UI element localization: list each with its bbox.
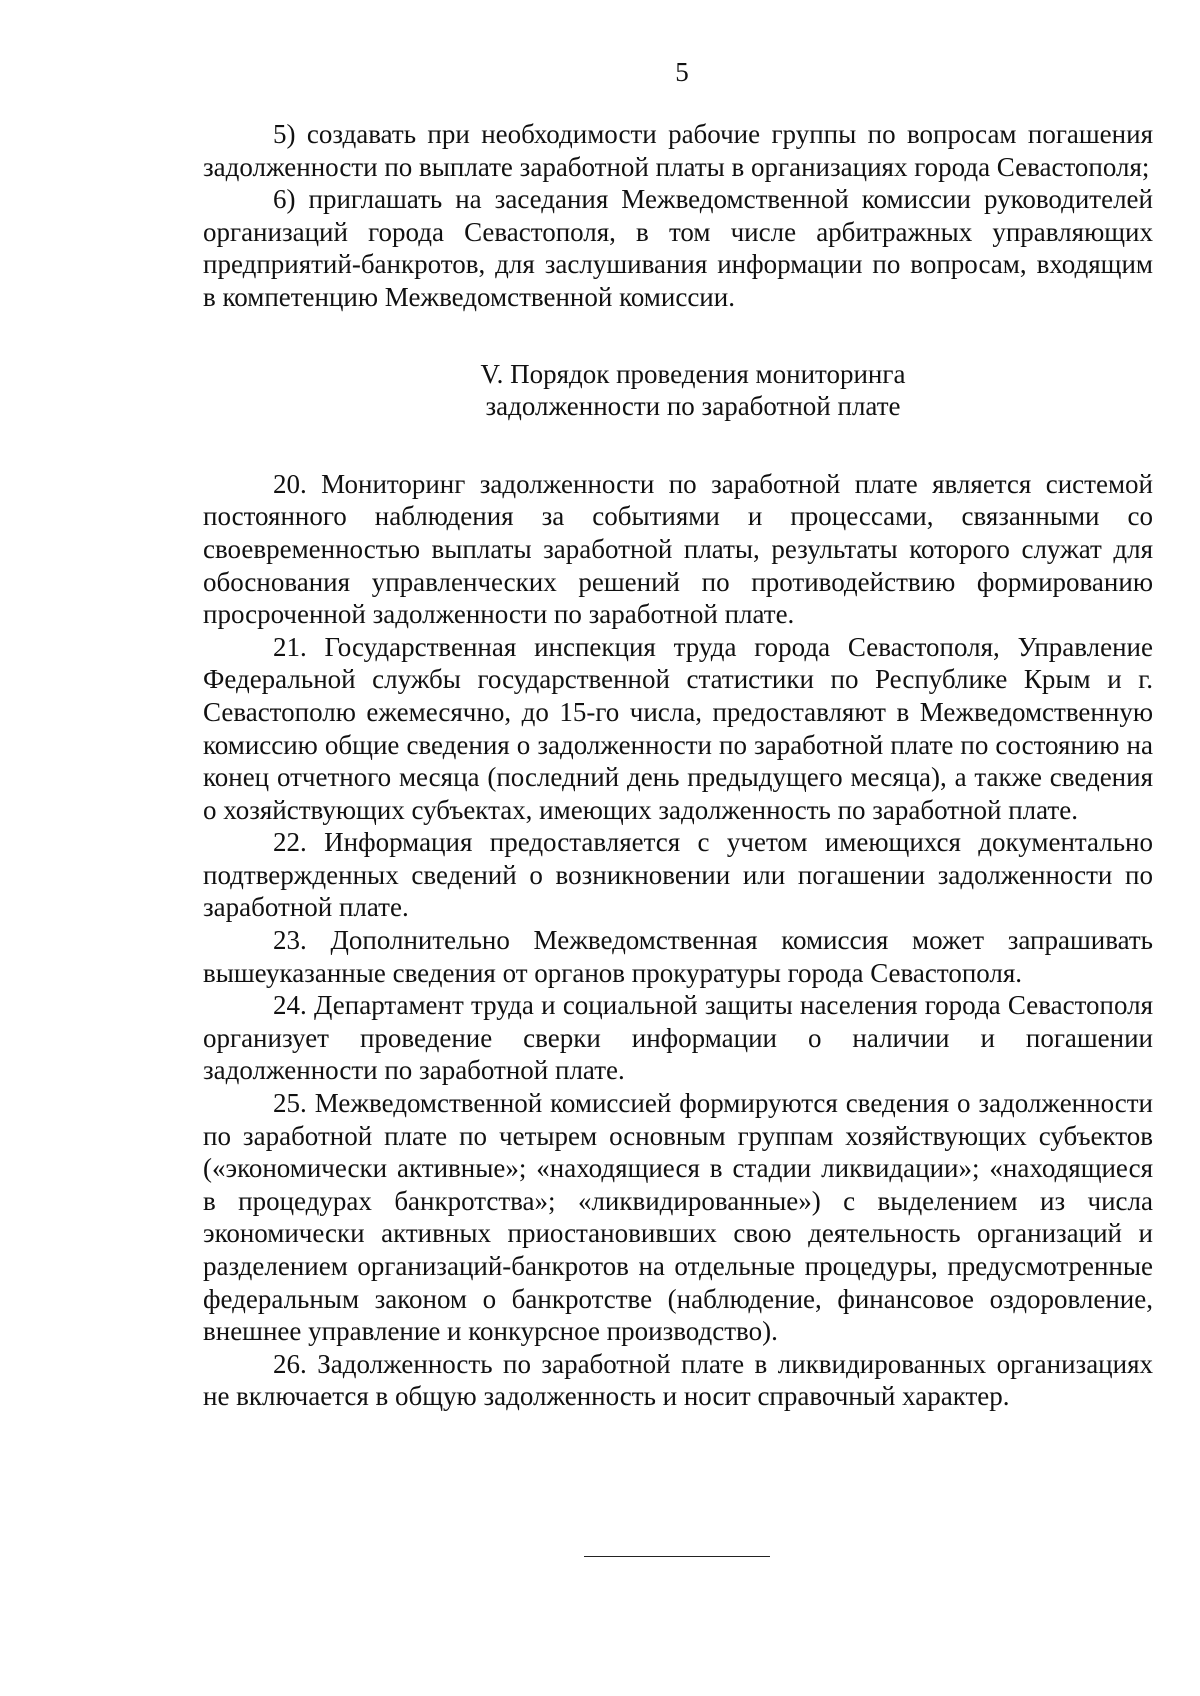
paragraph-item-5: 5) создавать при необходимости рабочие группы по вопросам погашения задолженности по выплате заработной платы в организациях города Севастополя; [203, 119, 1153, 182]
paragraph-21: 21. Государственная инспекция труда города Севастополя, Управление Федеральной службы государственной статистики по Республике Крым и г. Севастополю ежемесячно, до 15-го числа, предоставляют в Межведомственную комиссию общие сведения о задолженности по заработной плате по состоянию на конец отчетного месяца (последний день предыдущего месяца), а также сведения о хозяйствующих субъектах, имеющих задолженность по заработной плате. [203, 631, 1153, 825]
paragraph-23: 23. Дополнительно Межведомственная комиссия может запрашивать вышеуказанные сведения от органов прокуратуры города Севастополя. [203, 925, 1153, 988]
paragraph-24: 24. Департамент труда и социальной защиты населения города Севастополя организует проведение сверки информации о наличии и погашении задолженности по заработной плате. [203, 990, 1153, 1086]
paragraph-item-6: 6) приглашать на заседания Межведомственной комиссии руководителей организаций города Севастополя, в том числе арбитражных управляющих предприятий-банкротов, для заслушивания информации по вопросам, входящим в компетенцию Межведомственной комиссии. [203, 184, 1153, 312]
end-of-document-rule [584, 1556, 770, 1557]
paragraph-25: 25. Межведомственной комиссией формируются сведения о задолженности по заработной плате по четырем основным группам хозяйствующих субъектов («экономически активные»; «находящиеся в стадии ликвидации»; «находящиеся в процедурах банкротства»; «ликвидированные») с выделением из числа экономически активных приостановивших свою деятельность организаций и разделением организаций-банкротов на отдельные процедуры, предусмотренные федеральным законом о банкротстве (наблюдение, финансовое оздоровление, внешнее управление и конкурсное производство). [203, 1088, 1153, 1347]
section-heading-line-1: V. Порядок проведения мониторинга [480, 358, 906, 389]
section-heading [203, 358, 1153, 423]
paragraph-22: 22. Информация предоставляется с учетом имеющихся документально подтвержденных сведений о возникновении или погашении задолженности по заработной плате. [203, 827, 1153, 923]
section-heading-line-2: задолженности по заработной плате [485, 391, 901, 422]
paragraph-26: 26. Задолженность по заработной плате в ликвидированных организациях не включается в общую задолженность и носит справочный характер. [203, 1348, 1153, 1412]
paragraph-20: 20. Мониторинг задолженности по заработной плате является системой постоянного наблюдения за событиями и процессами, связанными со своевременностью выплаты заработной платы, результаты которого служат для обоснования управленческих решений по противодействию формированию просроченной задолженности по заработной плате. [203, 468, 1153, 630]
document-body [203, 118, 1153, 1413]
page-number: 5 [675, 57, 689, 87]
